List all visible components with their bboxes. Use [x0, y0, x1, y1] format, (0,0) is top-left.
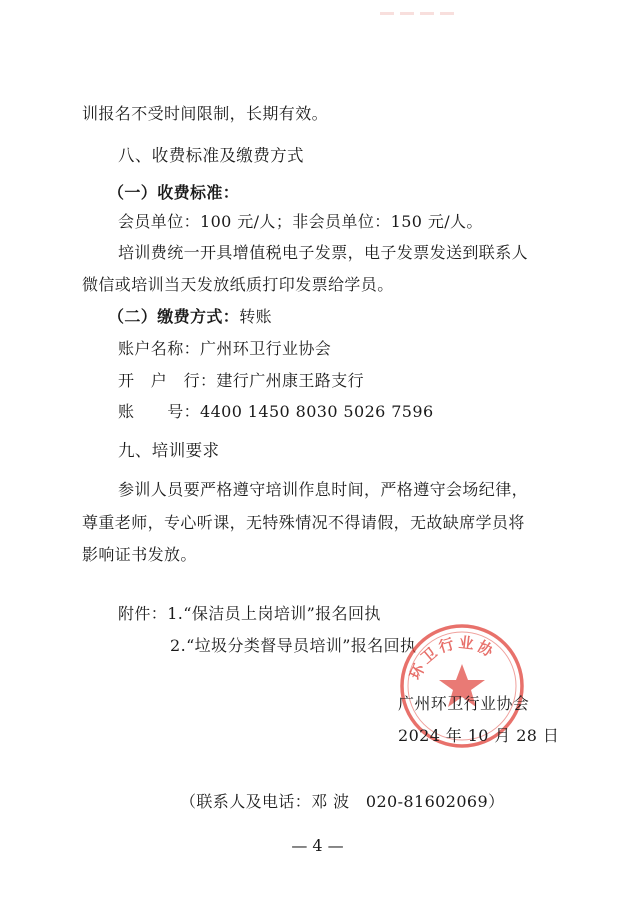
signature-organization: 广州环卫行业协会 [398, 694, 530, 713]
account-name-line: 账户名称：广州环卫行业协会 [118, 339, 332, 358]
subsection-fee-standard: （一）收费标准： [108, 183, 240, 202]
requirement-line-1: 参训人员要严格遵守培训作息时间，严格遵守会场纪律， [118, 480, 529, 499]
subsection-payment-method: （二）缴费方式： [108, 307, 240, 326]
top-scan-mark [380, 0, 490, 10]
payment-method-line [108, 307, 272, 327]
section-heading-8: 八、收费标准及缴费方式 [118, 146, 304, 165]
section-heading-9: 九、培训要求 [118, 441, 220, 460]
seal-text: 环卫行业协 [405, 633, 499, 683]
svg-text:环卫行业协 [406, 633, 499, 682]
page-number: — 4 — [291, 836, 344, 855]
paragraph-continuation: 训报名不受时间限制，长期有效。 [82, 104, 329, 123]
attachment-2: 2.“垃圾分类督导员培训”报名回执 [170, 636, 417, 655]
signature-date: 2024 年 10 月 28 日 [398, 726, 560, 745]
requirement-line-2: 尊重老师，专心听课，无特殊情况不得请假，无故缺席学员将 [82, 513, 525, 532]
invoice-line-2: 微信或培训当天发放纸质打印发票给学员。 [82, 275, 394, 294]
attachment-1: 附件：1.“保洁员上岗培训”报名回执 [118, 604, 381, 623]
bank-line: 开 户 行：建行广州康王路支行 [118, 371, 365, 390]
account-number-line: 账 号：4400 1450 8030 5026 7596 [118, 402, 434, 421]
invoice-line-1: 培训费统一开具增值税电子发票，电子发票发送到联系人 [118, 243, 529, 262]
contact-line: （联系人及电话：邓 波 020-81602069） [180, 792, 505, 811]
fee-line: 会员单位：100 元/人；非会员单位：150 元/人。 [118, 212, 483, 231]
requirement-line-3: 影响证书发放。 [82, 545, 197, 564]
payment-method-value: 转账 [239, 307, 273, 326]
